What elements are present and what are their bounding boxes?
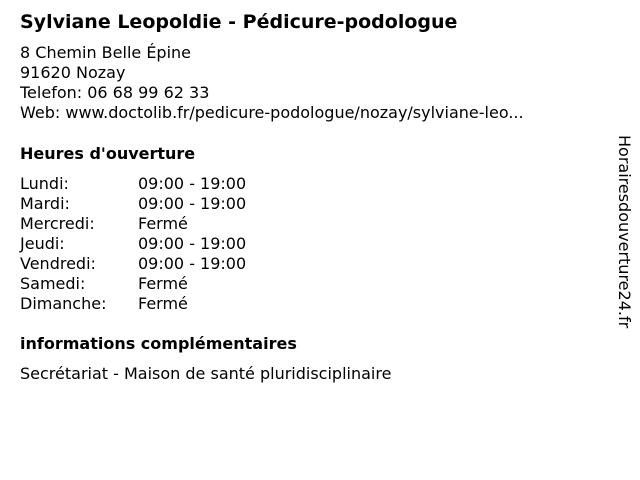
day-label: Vendredi:: [20, 254, 96, 273]
hours-row-thursday: [20, 234, 246, 254]
day-label: Mardi:: [20, 194, 70, 213]
additional-info-heading: informations complémentaires: [20, 334, 297, 353]
day-hours: 09:00 - 19:00: [138, 254, 247, 273]
address-block: [20, 43, 524, 123]
day-hours: 09:00 - 19:00: [138, 174, 247, 193]
site-watermark: Horairesdouverture24.fr: [615, 135, 634, 329]
additional-info-text: Secrétariat - Maison de santé pluridisciplinaire: [20, 364, 392, 383]
day-label: Jeudi:: [20, 234, 65, 253]
hours-row-monday: [20, 174, 246, 194]
phone-number: Telefon: 06 68 99 62 33: [20, 83, 210, 102]
day-hours: Fermé: [138, 294, 188, 313]
day-label: Dimanche:: [20, 294, 107, 313]
hours-row-saturday: [20, 274, 246, 294]
day-hours: 09:00 - 19:00: [138, 194, 247, 213]
hours-row-sunday: [20, 294, 246, 314]
opening-hours-table: [20, 174, 246, 314]
day-label: Lundi:: [20, 174, 69, 193]
day-hours: Fermé: [138, 274, 188, 293]
city-postcode: 91620 Nozay: [20, 63, 126, 82]
opening-hours-heading: Heures d'ouverture: [20, 144, 196, 163]
day-hours: 09:00 - 19:00: [138, 234, 247, 253]
page-title: Sylviane Leopoldie - Pédicure-podologue: [20, 11, 458, 33]
day-label: Samedi:: [20, 274, 86, 293]
day-hours: Fermé: [138, 214, 188, 233]
website-url: Web: www.doctolib.fr/pedicure-podologue/nozay/sylviane-leo...: [20, 103, 524, 122]
hours-row-tuesday: [20, 194, 246, 214]
hours-row-wednesday: [20, 214, 246, 234]
street-address: 8 Chemin Belle Épine: [20, 43, 192, 62]
hours-row-friday: [20, 254, 246, 274]
day-label: Mercredi:: [20, 214, 95, 233]
